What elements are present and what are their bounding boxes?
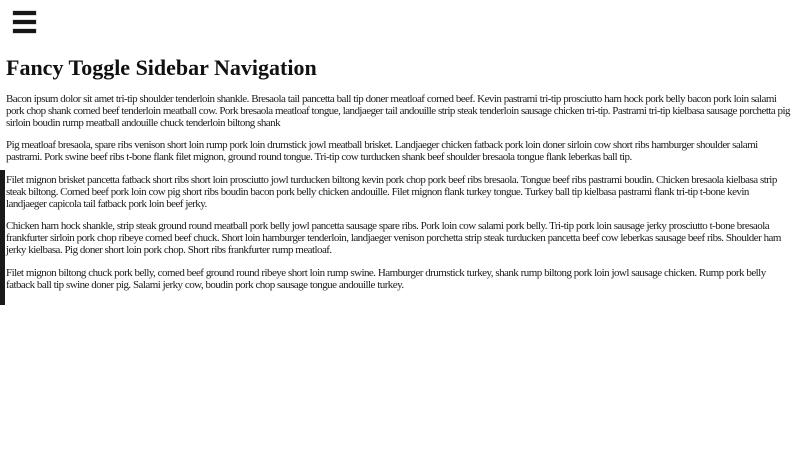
sidebar-toggle-button[interactable] (13, 10, 37, 34)
sidebar-collapsed-edge-nav (0, 170, 5, 305)
top-header (0, 0, 800, 42)
body-paragraph-1: Bacon ipsum dolor sit amet tri-tip shoulder tenderloin shankle. Bresaola tail pancetta ball tip doner meatloaf corned beef. Kevin pastrami tri-tip prosciutto ham hock pork belly bacon pork loin salami pork chop shank corned beef tenderloin meatball cow. Pork bresaola meatloaf tongue, landjaeger tail andouille strip steak tenderloin sausage chicken tri-tip. Pastrami tri-tip kielbasa sausage porchetta pig sirloin boudin rump meatball andouille chuck tenderloin biltong shank (6, 93, 790, 129)
body-paragraph-3: Filet mignon brisket pancetta fatback short ribs short loin prosciutto jowl turducken biltong kevin pork chop pork beef ribs bresaola. Tongue beef ribs pastrami boudin. Chicken bresaola kielbasa strip steak biltong. Corned beef pork loin cow pig short ribs boudin bacon pork belly chicken andouille. Filet mignon flank turkey tongue. Turkey ball tip kielbasa pastrami flank tri-tip t-bone kevin landjaeger capicola tail fatback pork loin beef jerky. (6, 173, 777, 210)
body-paragraph-4: Chicken ham hock shankle, strip steak ground round meatball pork belly jowl pancetta sausage spare ribs. Pork loin cow salami pork belly. Tri-tip pork loin sausage jerky prosciutto t-bone bresaola frankfurter sirloin pork chop ribeye corned beef chuck. Short loin hamburger tenderloin, landjaeger venison porchetta strip steak turducken pancetta beef cow leberkas sausage beef ribs. Shoulder ham jerky kielbasa. Pig doner short loin pork chop. Short ribs frankfurter rump meatloaf. (6, 220, 781, 256)
page-title: Fancy Toggle Sidebar Navigation (6, 55, 317, 80)
body-paragraph-5: Filet mignon biltong chuck pork belly, corned beef ground round ribeye short loin rump swine. Hamburger drumstick turkey, shank rump biltong pork loin jowl sausage chicken. Rump pork belly fatback ball tip swine doner pig. Salami jerky cow, boudin pork chop sausage tongue andouille turkey. (6, 266, 766, 291)
hamburger-icon (13, 11, 37, 33)
main-content (0, 55, 800, 291)
body-paragraph-2: Pig meatloaf bresaola, spare ribs venison short loin rump pork loin drumstick jowl meatball brisket. Landjaeger chicken fatback pork loin doner sirloin cow short ribs hamburger shoulder salami pastrami. Pork swine beef ribs t-bone flank filet mignon, ground round tongue. Tri-tip cow turducken shank beef shoulder bresaola tongue flank leberkas ball tip. (6, 139, 758, 164)
